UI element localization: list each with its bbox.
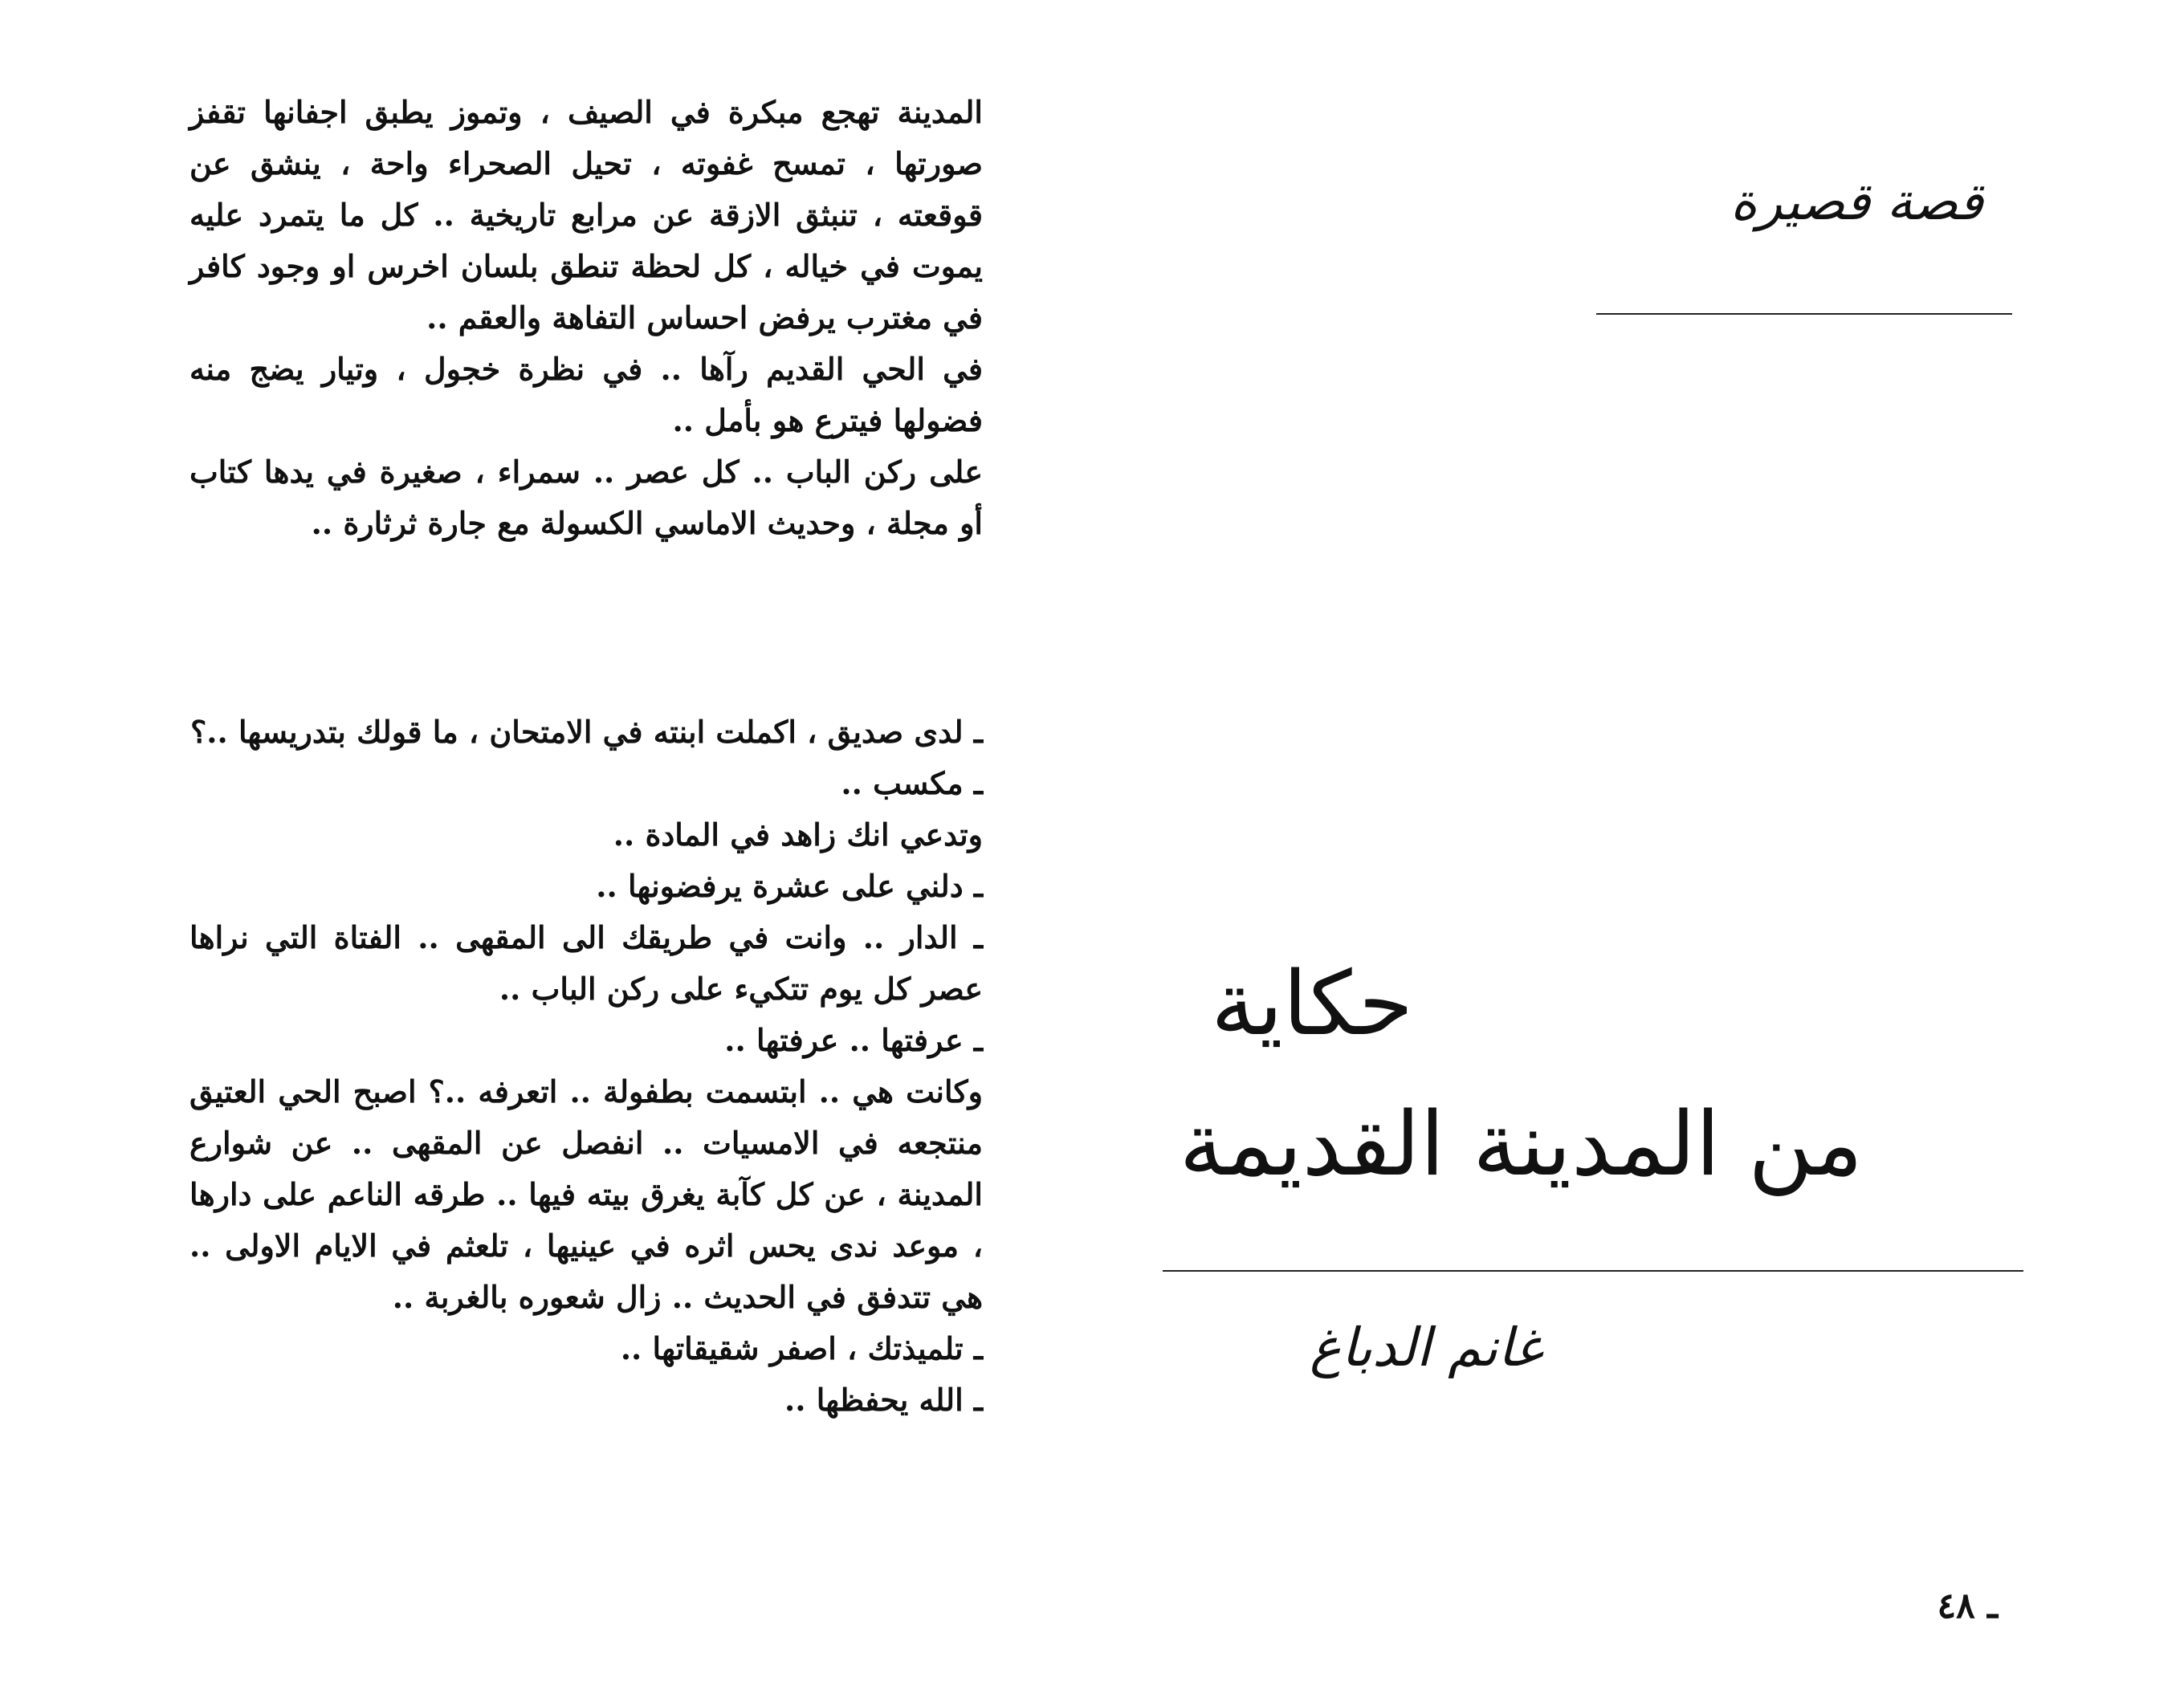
title-divider bbox=[1163, 1270, 2023, 1272]
story-title-line-1: حكاية bbox=[1211, 952, 1413, 1055]
paragraph: وكانت هي .. ابتسمت بطفولة .. اتعرفه ..؟ اصبح الحي العتيق منتجعه في الامسيات .. انفصل عن المقهى .. عن شوارع المدينة ، عن كل كآبة يغرق بيته فيها .. طرقه الناعم على دارها ، موعد ندى يحس اثره في عينيها ، تلعثم في الايام الاولى .. هي تتدفق في الحديث .. زال شعوره بالغربة .. bbox=[189, 1073, 983, 1315]
story-part-1 bbox=[189, 87, 1070, 549]
paragraph: المدينة تهجع مبكرة في الصيف ، وتموز يطبق اجفانها تقفز صورتها ، تمسح غفوته ، تحيل الصحراء واحة ، ينشق عن قوقعته ، تنبثق الازقة عن مرابع تاريخية .. كل ما يتمرد عليه يموت في خياله ، كل لحظة تنطق بلسان اخرس او وجود كافر في مغترب يرفض احساس التفاهة والعقم .. bbox=[189, 94, 983, 336]
story-title-line-2: من المدينة القديمة bbox=[1179, 1093, 1863, 1195]
dialogue-line: ـ عرفتها .. عرفتها .. bbox=[724, 1022, 983, 1058]
author-signature: غانم الدباغ bbox=[1310, 1317, 1542, 1378]
story-type-label: قصة قصيرة bbox=[1730, 173, 1983, 232]
paragraph: على ركن الباب .. كل عصر .. سمراء ، صغيرة في يدها كتاب أو مجلة ، وحديث الاماسي الكسولة مع جارة ثرثارة .. bbox=[189, 454, 983, 541]
dialogue-line: ـ مكسب .. bbox=[841, 765, 983, 801]
dialogue-line: ـ الدار .. وانت في طريقك الى المقهى .. الفتاة التي نراها عصر كل يوم تتكيء على ركن الباب .. bbox=[189, 919, 983, 1007]
dialogue-line: ـ دلني على عشرة يرفضونها .. bbox=[596, 868, 983, 904]
story-part-2 bbox=[189, 706, 1070, 1426]
dialogue-line: ـ تلميذتك ، اصفر شقيقاتها .. bbox=[620, 1330, 983, 1366]
dialogue-line: وتدعي انك زاهد في المادة .. bbox=[613, 816, 983, 853]
page-number: ـ ٤٨ bbox=[1937, 1586, 1998, 1627]
header-divider bbox=[1596, 313, 2012, 315]
paragraph: في الحي القديم رآها .. في نظرة خجول ، وتيار يضج منه فضولها فيترع هو بأمل .. bbox=[189, 351, 983, 438]
dialogue-line: ـ الله يحفظها .. bbox=[784, 1382, 983, 1418]
dialogue-line: ـ لدى صديق ، اكملت ابنته في الامتحان ، ما قولك بتدريسها ..؟ bbox=[190, 714, 983, 750]
